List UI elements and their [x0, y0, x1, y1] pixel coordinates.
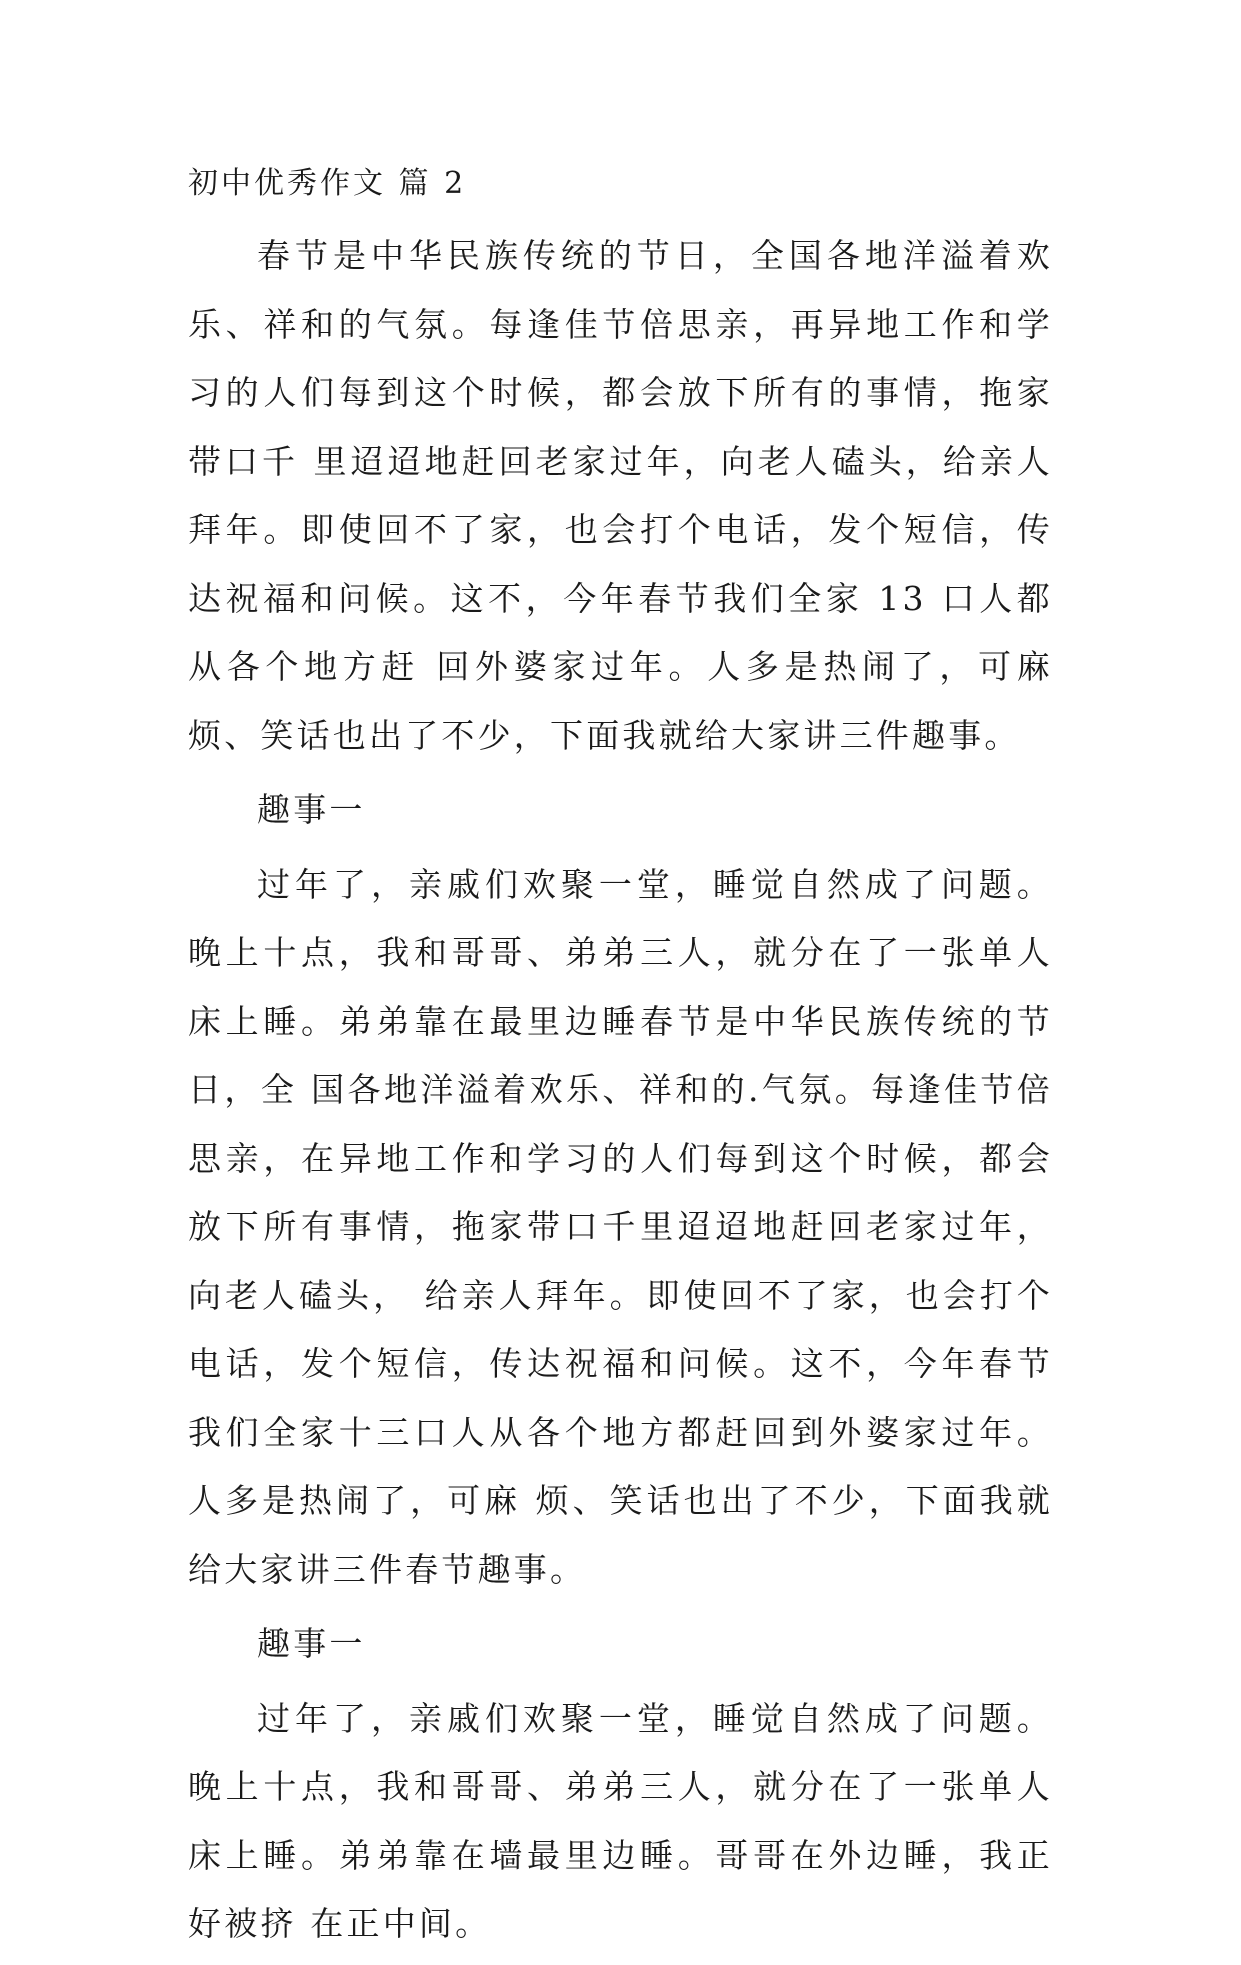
paragraph-anecdote-one-repeat: 过年了，亲戚们欢聚一堂，睡觉自然成了问题。晚上十点，我和哥哥、弟弟三人，就分在了一张单人床上睡。弟弟靠在墙最里边睡。哥哥在外边睡，我正好被挤 在正中间。	[188, 1698, 1053, 1943]
paragraph-anecdote-one: 过年了，亲戚们欢聚一堂，睡觉自然成了问题。晚上十点，我和哥哥、弟弟三人，就分在了一张单人床上睡。弟弟靠在最里边睡春节是中华民族传统的节日，全 国各地洋溢着欢乐、祥和的.气氛。每逢佳节倍思亲，在异地工作和学习的人们每到这个时候，都会放下所有事情，拖家带口千里迢迢地赶回老家过年，向老人磕头， 给亲人拜年。即使回不了家，也会打个电话，发个短信，传达祝福和问候。这不，今年春节我们全家十三口人从各个地方都赶回到外婆家过年。人多是热闹了，可麻 烦、笑话也出了不少，下面我就给大家讲三件春节趣事。	[188, 864, 1053, 1589]
section-heading-anecdote-one: 趣事一	[257, 790, 366, 829]
document-body	[188, 162, 1053, 1965]
section-heading-anecdote-one-repeat: 趣事一	[257, 1624, 366, 1663]
document-title: 初中优秀作文 篇 2	[188, 166, 467, 201]
paragraph-intro: 春节是中华民族传统的节日，全国各地洋溢着欢乐、祥和的气氛。每逢佳节倍思亲，再异地工作和学习的人们每到这个时候，都会放下所有的事情，拖家带口千 里迢迢地赶回老家过年，向老人磕头，给亲人拜年。即使回不了家，也会打个电话，发个短信，传达祝福和问候。这不，今年春节我们全家 13 口人都从各个地方赶 回外婆家过年。人多是热闹了，可麻烦、笑话也出了不少，下面我就给大家讲三件趣事。	[188, 236, 1053, 755]
